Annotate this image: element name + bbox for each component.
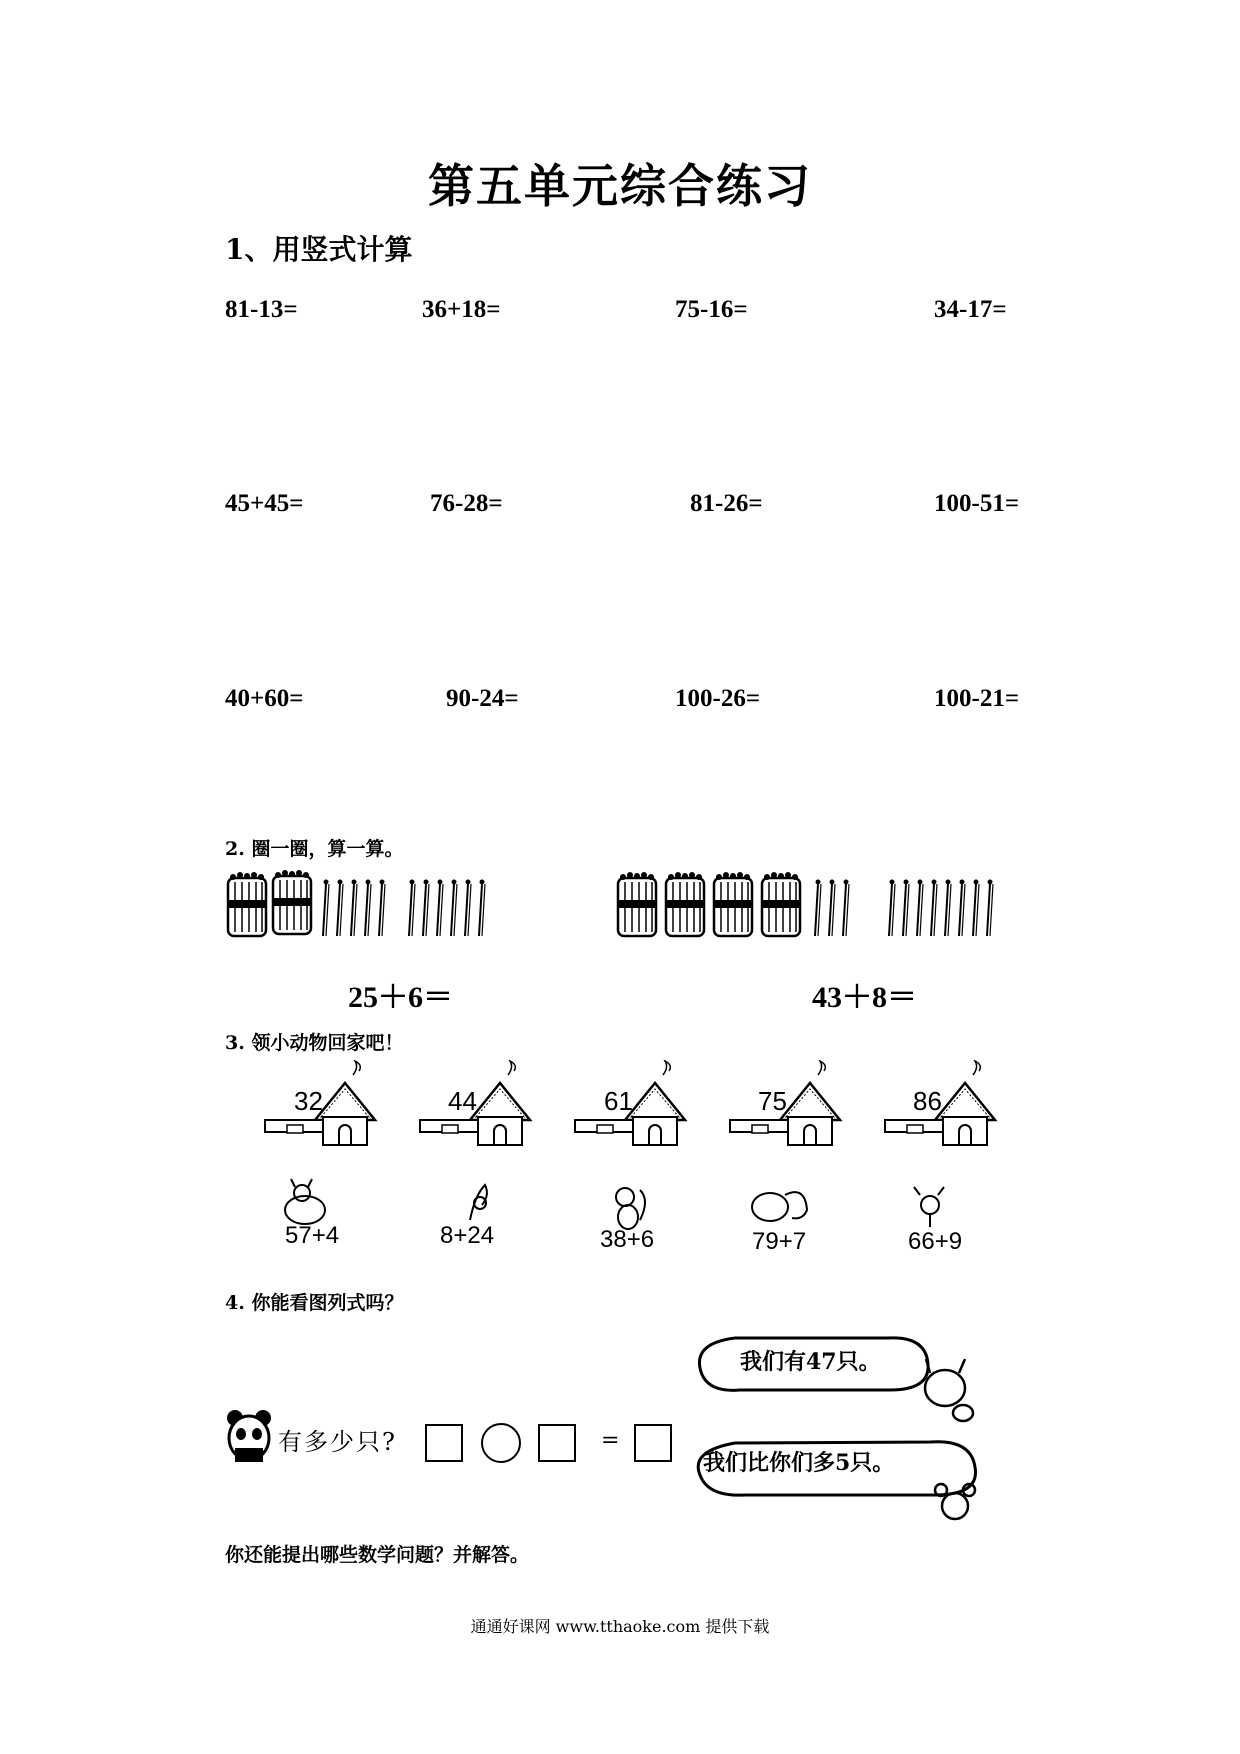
problem: 100-26= <box>675 685 761 712</box>
operator-circle[interactable] <box>481 1423 521 1463</box>
answer-box[interactable] <box>538 1424 576 1462</box>
problem: 100-21= <box>934 685 1020 712</box>
section4-heading: 4. 你能看图列式吗？ <box>225 1292 404 1314</box>
house-number: 32 <box>294 1086 323 1116</box>
houses-illustration <box>260 1060 1010 1150</box>
problem: 100-51= <box>934 490 1020 517</box>
problem: 76-28= <box>430 490 503 517</box>
footer-credit: 通通好课网 www.tthaoke.com 提供下载 <box>470 1617 770 1636</box>
page-title: 第五单元综合练习 <box>428 159 812 213</box>
panda-icon <box>225 1408 273 1466</box>
followup-question: 你还能提出哪些数学问题？并解答。 <box>225 1544 530 1566</box>
section3-heading: 3. 领小动物回家吧！ <box>225 1032 404 1054</box>
equation-left: 25＋6＝ <box>348 981 453 1014</box>
house-number: 44 <box>448 1086 477 1116</box>
section1-heading: 1、用竖式计算 <box>225 233 413 266</box>
problem: 40+60= <box>225 685 304 712</box>
animal-problem: 57+4 <box>285 1222 340 1249</box>
equation-right: 43＋8＝ <box>812 981 917 1014</box>
problem: 45+45= <box>225 490 304 517</box>
bubble-bottom-text: 我们比你们多5只。 <box>703 1450 895 1476</box>
house-number: 86 <box>913 1086 942 1116</box>
result-box[interactable] <box>634 1424 672 1462</box>
stick-bundles-illustration <box>220 868 1020 940</box>
house-number: 61 <box>604 1086 633 1116</box>
bubble-top-text: 我们有47只。 <box>740 1349 881 1375</box>
problem: 75-16= <box>675 296 748 323</box>
problem: 90-24= <box>446 685 519 712</box>
problem: 81-26= <box>690 490 763 517</box>
animal-problem: 79+7 <box>752 1228 807 1255</box>
problem: 81-13= <box>225 296 298 323</box>
animal-problem: 8+24 <box>440 1222 495 1249</box>
animal-problem: 66+9 <box>908 1228 963 1255</box>
animal-problem: 38+6 <box>600 1226 655 1253</box>
question-text: 有多少只? <box>278 1428 397 1456</box>
house-number: 75 <box>758 1086 787 1116</box>
problem: 34-17= <box>934 296 1007 323</box>
answer-box[interactable] <box>425 1424 463 1462</box>
equals-sign: = <box>601 1428 620 1453</box>
section2-heading: 2. 圈一圈，算一算。 <box>225 838 404 860</box>
problem: 36+18= <box>422 296 501 323</box>
